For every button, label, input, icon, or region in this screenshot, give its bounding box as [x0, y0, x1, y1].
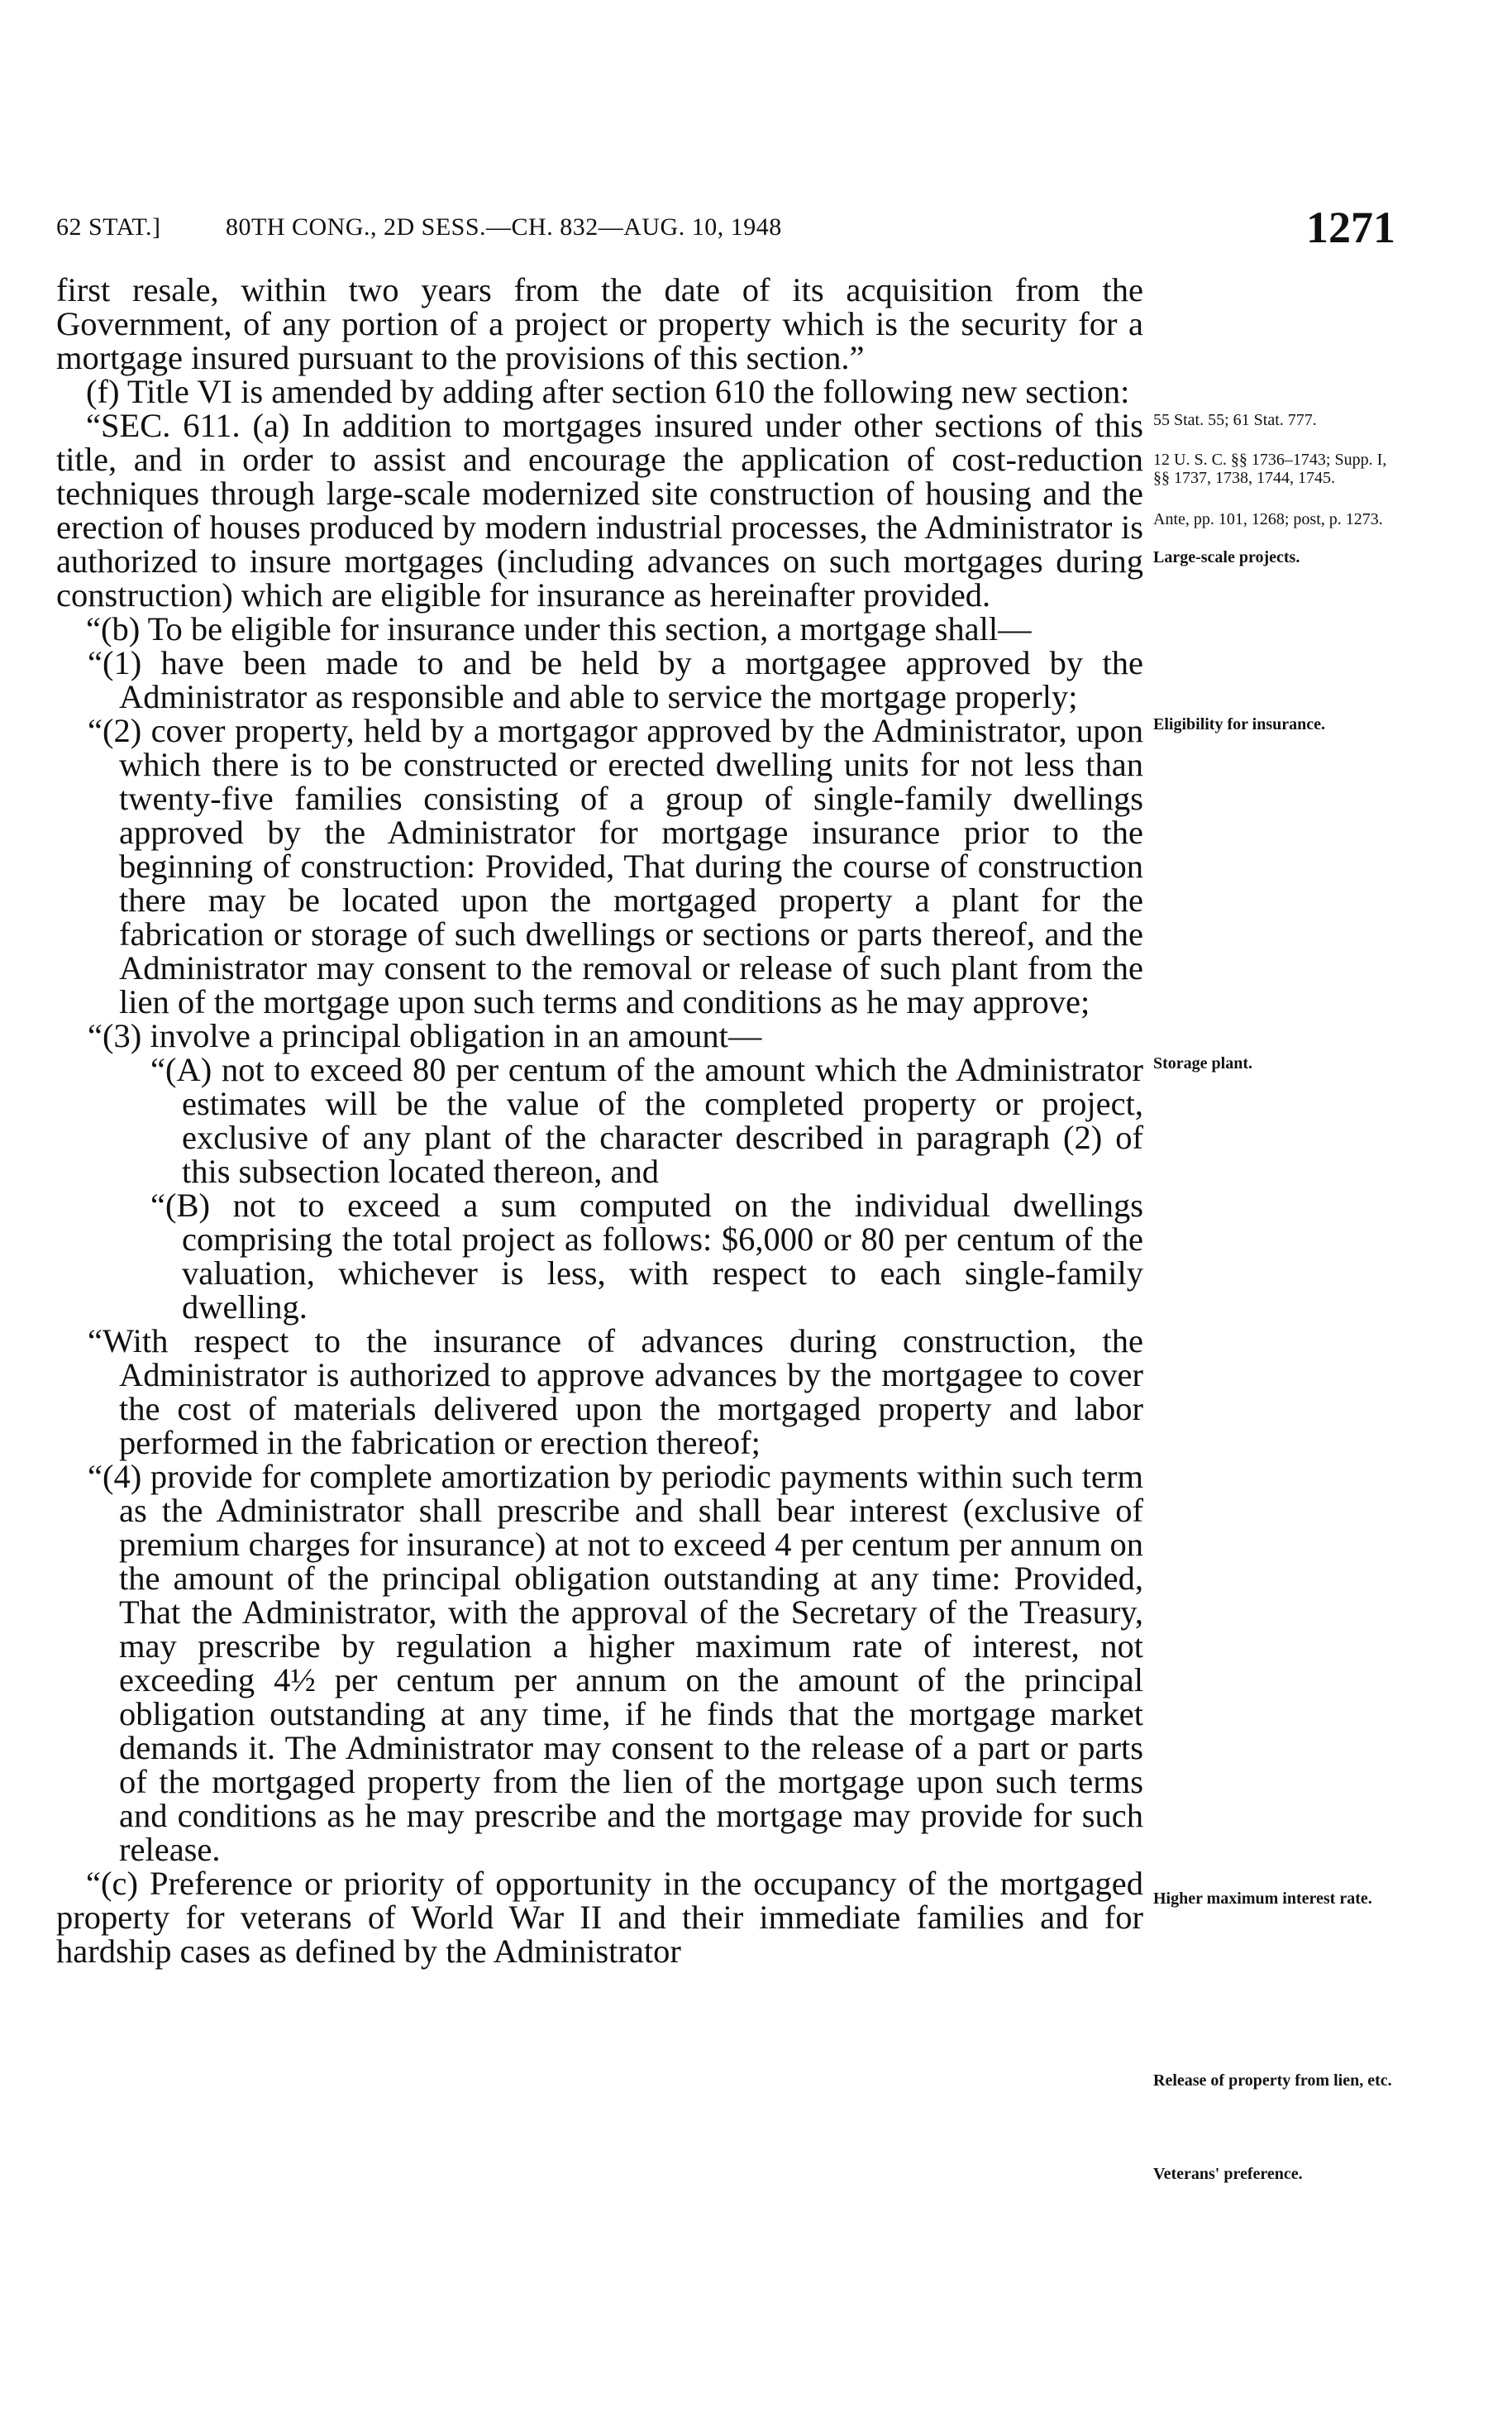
paragraph-advances: “With respect to the insurance of advances during construction, the Administrator is authorized to approve advances by the mortgagee to cover the cost of materials delivered upon the mortgaged property and labor performed in the fabrication or erection thereof;: [88, 1322, 1143, 1461]
paragraph-first-resale: first resale, within two years from the date of its acquisition from the Government, of any portion of a project or property which is the security for a mortgage insured pursuant to the provisions of this section.”: [56, 271, 1143, 376]
paragraph-item-3a: “(A) not to exceed 80 per centum of the amount which the Administrator estimates will be the value of the completed property or project, exclusive of any plant of the character described in paragraph (2) of this subsection located thereon, and: [150, 1051, 1143, 1190]
paragraph-sec-611-b: “(b) To be eligible for insurance under this section, a mortgage shall—: [86, 610, 1032, 647]
margin-note-stat: 55 Stat. 55; 61 Stat. 777.: [1153, 411, 1317, 429]
margin-note-usc: 12 U. S. C. §§ 1736–1743; Supp. I, §§ 1737, 1738, 1744, 1745.: [1153, 451, 1387, 487]
body-text: [56, 273, 1143, 1968]
statute-reference: 62 STAT.]: [56, 213, 161, 241]
paragraph-item-2: “(2) cover property, held by a mortgagor approved by the Administrator, upon which there is to be constructed or erected dwelling units for not less than twenty-five families consisting of a group of single-family dwellings approved by the Administrator for mortgage insurance prior to the beginning of construction: Provided, That during the course of construction there may be located upon the mortgaged property a plant for the fabrication or storage of such dwellings or sections or parts thereof, and the Administrator may consent to the removal or release of such plant from the lien of the mortgage upon such terms and conditions as he may approve;: [88, 712, 1143, 1020]
session-line: 80TH CONG., 2D SESS.—CH. 832—AUG. 10, 1948: [226, 213, 782, 241]
margin-note-large-scale: Large-scale projects.: [1153, 548, 1300, 566]
paragraph-item-3: “(3) involve a principal obligation in an amount—: [88, 1017, 762, 1054]
paragraph-item-4: “(4) provide for complete amortization by periodic payments within such term as the Administrator shall prescribe and shall bear interest (exclusive of premium charges for insurance) at not to exceed 4 per centum per annum on the amount of the principal obligation outstanding at any time: Provided, That the Administrator, with the approval of the Secretary of the Treasury, may prescribe by regulation a higher maximum rate of interest, not exceeding 4½ per centum per annum on the amount of the principal obligation outstanding at any time, if he finds that the mortgage market demands it. The Administrator may consent to the release of a part or parts of the mortgaged property from the lien of the mortgage upon such terms and conditions as he may prescribe and the mortgage may provide for such release.: [88, 1458, 1143, 1868]
margin-note-ante: Ante, pp. 101, 1268; post, p. 1273.: [1153, 510, 1383, 528]
paragraph-item-3b: “(B) not to exceed a sum computed on the individual dwellings comprising the total project as follows: $6,000 or 80 per centum of the valuation, whichever is less, with respect to each single-family dwelling.: [150, 1187, 1143, 1326]
paragraph-sec-611-a: “SEC. 611. (a) In addition to mortgages insured under other sections of this title, and in order to assist and encourage the application of cost-reduction techniques through large-scale modernized site construction of housing and the erection of houses produced by modern industrial processes, the Administrator is authorized to insure mortgages (including advances on such mortgages during construction) which are eligible for insurance as hereinafter provided.: [56, 407, 1143, 614]
margin-note-veterans: Veterans' preference.: [1153, 2165, 1303, 2183]
page-header: [56, 203, 1395, 258]
page-number: 1271: [1306, 203, 1395, 252]
paragraph-sec-611-c: “(c) Preference or priority of opportunity in the occupancy of the mortgaged property for veterans of World War II and their immediate families and for hardship cases as defined by the Administrator: [56, 1865, 1143, 1970]
margin-note-storage-plant: Storage plant.: [1153, 1054, 1252, 1073]
margin-note-higher-interest: Higher maximum interest rate.: [1153, 1890, 1372, 1908]
paragraph-item-1: “(1) have been made to and be held by a mortgagee approved by the Administrator as responsible and able to service the mortgage properly;: [88, 644, 1143, 715]
margin-note-eligibility: Eligibility for insurance.: [1153, 715, 1325, 733]
margin-note-release: Release of property from lien, etc.: [1153, 2071, 1392, 2090]
paragraph-title-vi: (f) Title VI is amended by adding after section 610 the following new section:: [86, 373, 1130, 410]
